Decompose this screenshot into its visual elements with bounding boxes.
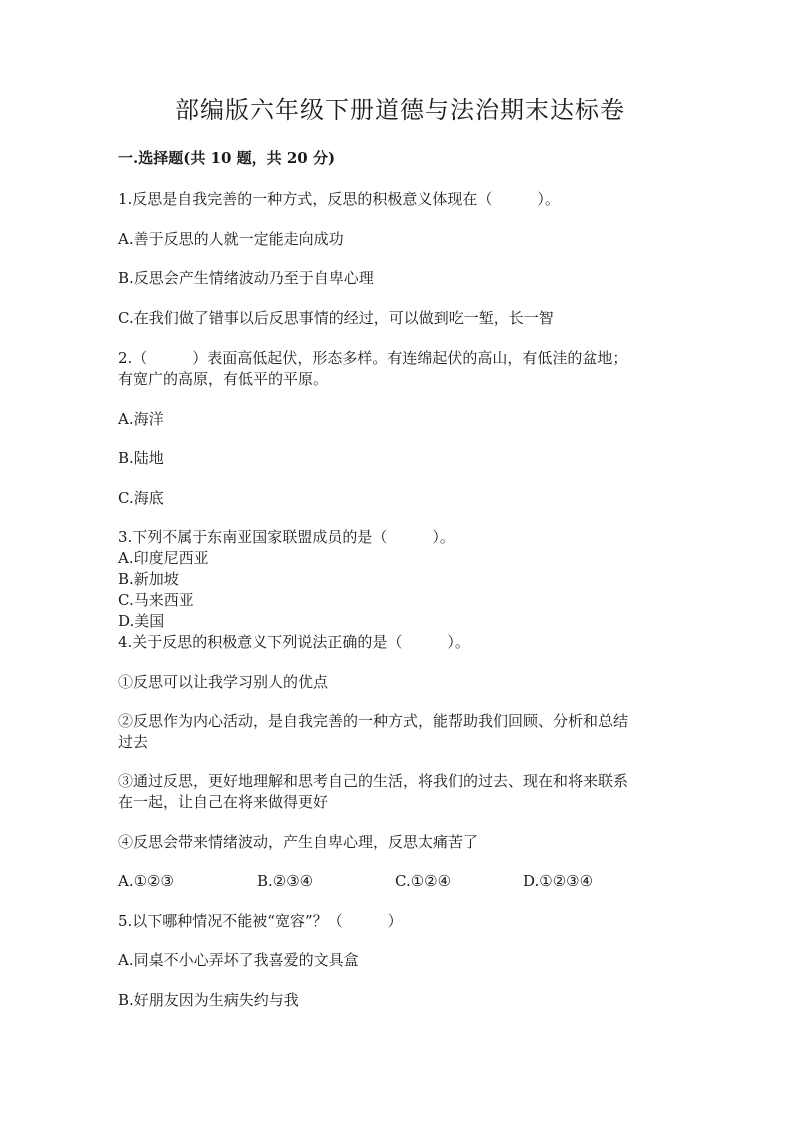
q4-option-a: A.①②③ [118,872,174,890]
q2-option-b: B.陆地 [118,449,164,467]
q3-stem: 3.下列不属于东南亚国家联盟成员的是（ ）。 [118,528,455,546]
q3-option-a: A.印度尼西亚 [118,549,209,567]
q4-statement-4: ④反思会带来情绪波动，产生自卑心理，反思太痛苦了 [118,833,479,851]
q2-option-c: C.海底 [118,489,164,507]
q1-option-b: B.反思会产生情绪波动乃至于自卑心理 [118,269,374,287]
q3-option-d: D.美国 [118,612,165,630]
section-heading: 一.选择题(共 10 题，共 20 分) [118,149,336,167]
q4-statement-3-line1: ③通过反思，更好地理解和思考自己的生活，将我们的过去、现在和将来联系 [118,772,629,790]
q2-stem-line1: 2.（ ）表面高低起伏，形态多样。有连绵起伏的高山，有低洼的盆地； [118,349,628,367]
q5-option-a: A.同桌不小心弄坏了我喜爱的文具盒 [118,951,359,969]
q4-stem: 4.关于反思的积极意义下列说法正确的是（ ）。 [118,633,470,651]
q2-option-a: A.海洋 [118,410,164,428]
q5-option-b: B.好朋友因为生病失约与我 [118,991,299,1009]
q4-option-b: B.②③④ [257,872,314,890]
q5-stem: 5.以下哪种情况不能被“宽容”？（ ） [118,912,403,930]
q2-stem-line2: 有宽广的高原，有低平的平原。 [118,370,329,388]
q3-option-b: B.新加坡 [118,570,179,588]
q1-stem: 1.反思是自我完善的一种方式，反思的积极意义体现在（ ）。 [118,190,560,208]
q4-statement-1: ①反思可以让我学习别人的优点 [118,673,329,691]
q4-statement-2-line2: 过去 [118,733,149,751]
q1-option-c: C.在我们做了错事以后反思事情的经过，可以做到吃一堑，长一智 [118,309,554,327]
q4-statement-3-line2: 在一起，让自己在将来做得更好 [118,793,329,811]
q1-option-a: A.善于反思的人就一定能走向成功 [118,230,344,248]
q4-statement-2-line1: ②反思作为内心活动，是自我完善的一种方式，能帮助我们回顾、分析和总结 [118,712,629,730]
q4-option-c: C.①②④ [395,872,452,890]
q4-option-d: D.①②③④ [523,872,594,890]
page-title: 部编版六年级下册道德与法治期末达标卷 [175,96,625,124]
q4-options-row [118,871,718,892]
q3-option-c: C.马来西亚 [118,591,194,609]
